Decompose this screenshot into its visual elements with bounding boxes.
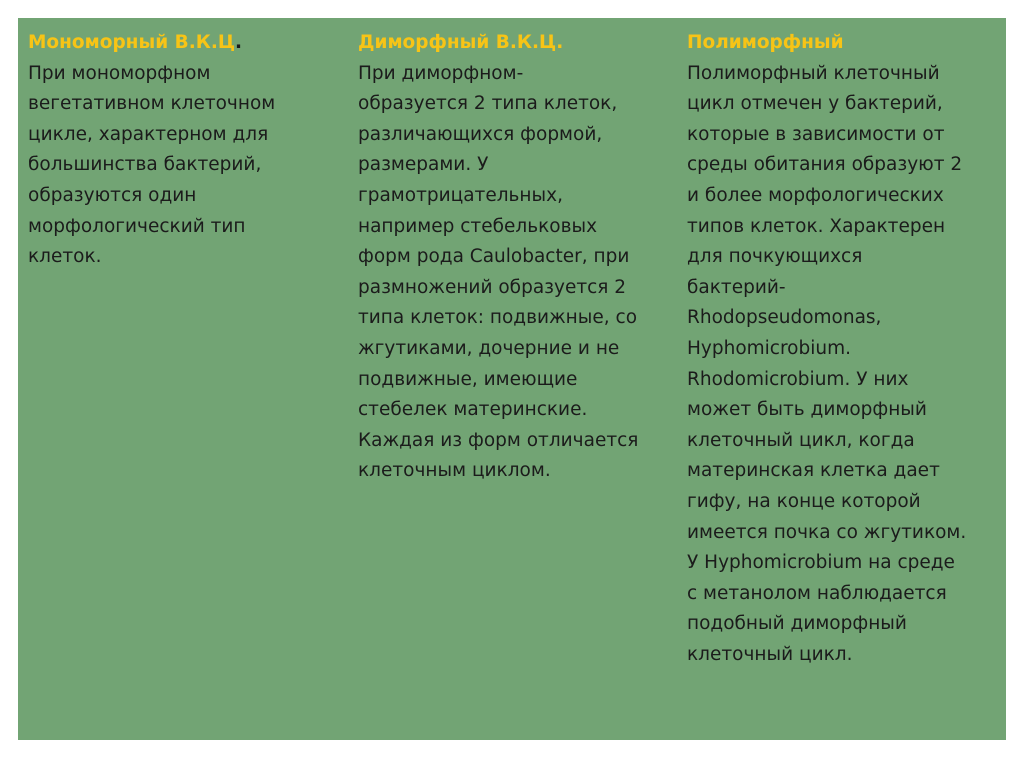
text-line: материнская клетка дает — [687, 460, 940, 482]
text-line: большинства бактерий, — [28, 154, 262, 176]
text-line: цикле, характерном для — [28, 123, 269, 145]
text-line: образуются один — [28, 184, 197, 206]
text-line: клеток. — [28, 246, 102, 268]
text-line: подвижные, имеющие — [358, 368, 578, 390]
text-line: морфологический тип — [28, 215, 246, 237]
text-line: и более морфологических — [687, 184, 944, 206]
column-title: Мономорный В.К.Ц. — [28, 32, 243, 53]
comparison-table — [18, 18, 1006, 740]
column-monomorphic — [28, 28, 328, 273]
text-line: различающихся формой, — [358, 123, 603, 145]
text-line: клеточным циклом. — [358, 460, 551, 482]
text-line: Rhodopseudomonas, — [687, 307, 882, 329]
text-line: Каждая из форм отличается — [358, 429, 639, 451]
column-title: Диморфный В.К.Ц. — [358, 32, 564, 53]
text-line: При диморфном- — [358, 62, 524, 84]
column-text — [28, 59, 328, 273]
column-text — [358, 59, 678, 487]
text-line: Полиморфный клеточный — [687, 62, 940, 84]
column-dimorphic — [358, 28, 678, 487]
column-title: Полиморфный — [687, 32, 844, 53]
text-line: вегетативном клеточном — [28, 93, 276, 115]
text-line: имеется почка со жгутиком. — [687, 521, 967, 543]
text-line: клеточный цикл. — [687, 643, 853, 665]
column-polymorphic — [687, 28, 1003, 670]
text-line: размножений образуется 2 — [358, 276, 627, 298]
text-line: грамотрицательных, — [358, 184, 563, 206]
text-line: При мономорфном — [28, 62, 211, 84]
text-line: бактерий- — [687, 276, 786, 298]
text-line: клеточный цикл, когда — [687, 429, 915, 451]
text-line: жгутиками, дочерние и не — [358, 337, 620, 359]
text-line: для почкующихся — [687, 246, 863, 268]
text-line: подобный диморфный — [687, 613, 907, 635]
text-line: цикл отмечен у бактерий, — [687, 93, 943, 115]
text-line: У Hyphomicrobium на среде — [687, 552, 955, 574]
text-line: гифу, на конце которой — [687, 490, 921, 512]
text-line: стебелек материнские. — [358, 399, 588, 421]
text-line: форм рода Caulobacter, при — [358, 246, 630, 268]
text-line: может быть диморфный — [687, 399, 927, 421]
text-line: типа клеток: подвижные, со — [358, 307, 638, 329]
text-line: размерами. У — [358, 154, 489, 176]
text-line: Hyphomicrobium. — [687, 337, 852, 359]
column-text — [687, 59, 1003, 671]
text-line: типов клеток. Характерен — [687, 215, 946, 237]
text-line: с метанолом наблюдается — [687, 582, 947, 604]
text-line: образуется 2 типа клеток, — [358, 93, 618, 115]
text-line: которые в зависимости от — [687, 123, 945, 145]
text-line: среды обитания образуют 2 — [687, 154, 963, 176]
text-line: Rhodomicrobium. У них — [687, 368, 909, 390]
text-line: например стебельковых — [358, 215, 598, 237]
